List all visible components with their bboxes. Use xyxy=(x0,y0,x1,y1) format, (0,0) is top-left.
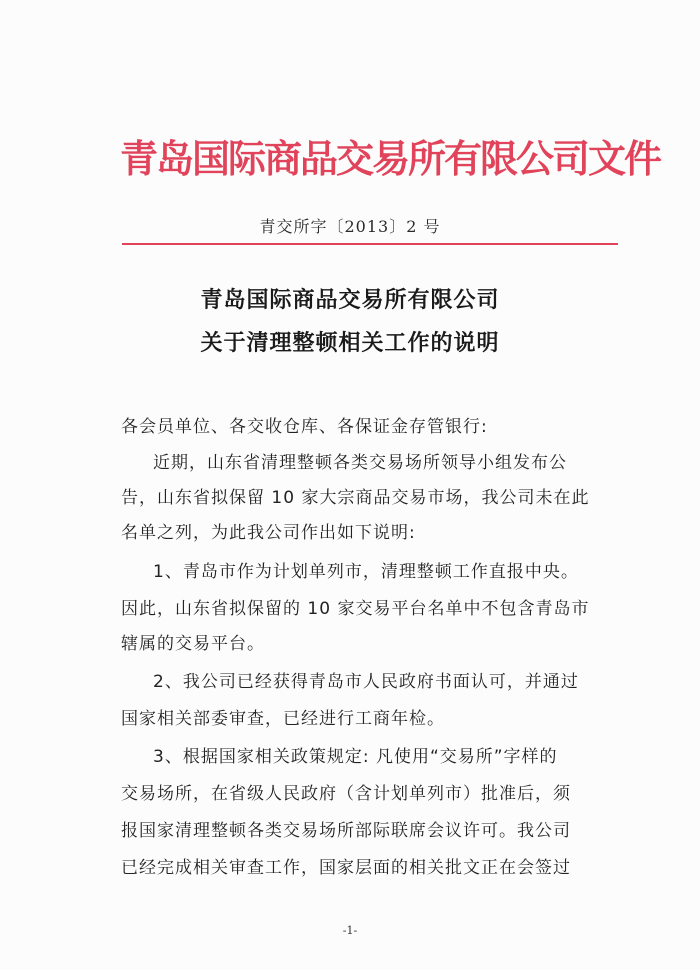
body-line: 名单之列，为此我公司作出如下说明: xyxy=(121,523,416,543)
body-line: 近期，山东省清理整顿各类交易场所领导小组发布公 xyxy=(153,453,567,473)
body-line: 报国家清理整顿各类交易场所部际联席会议许可。我公司 xyxy=(121,821,571,841)
salutation: 各会员单位、各交收仓库、各保证金存管银行: xyxy=(121,417,488,437)
body-line: 因此，山东省拟保留的 10 家交易平台名单中不包含青岛市 xyxy=(121,599,590,619)
main-title-line-2: 关于清理整顿相关工作的说明 xyxy=(200,331,500,356)
body-line: 已经完成相关审查工作，国家层面的相关批文正在会签过 xyxy=(121,858,571,878)
body-line: 告，山东省拟保留 10 家大宗商品交易市场，我公司未在此 xyxy=(121,488,590,508)
body-line: 国家相关部委审查，已经进行工商年检。 xyxy=(121,709,445,729)
body-line: 交易场所，在省级人民政府（含计划单列市）批准后，须 xyxy=(121,784,571,804)
body-line: 1、青岛市作为计划单列市，清理整顿工作直报中央。 xyxy=(153,562,579,582)
body-line: 辖属的交易平台。 xyxy=(121,634,265,654)
document-number: 青交所字〔2013〕2 号 xyxy=(259,217,441,236)
header-divider xyxy=(122,243,618,245)
body-line: 3、根据国家相关政策规定: 凡使用“交易所”字样的 xyxy=(153,747,558,767)
main-title-line-1: 青岛国际商品交易所有限公司 xyxy=(200,288,500,313)
page-number: -1- xyxy=(342,924,358,937)
body-line: 2、我公司已经获得青岛市人民政府书面认可，并通过 xyxy=(153,672,579,692)
org-header-title: 青岛国际商品交易所有限公司文件 xyxy=(120,136,661,181)
